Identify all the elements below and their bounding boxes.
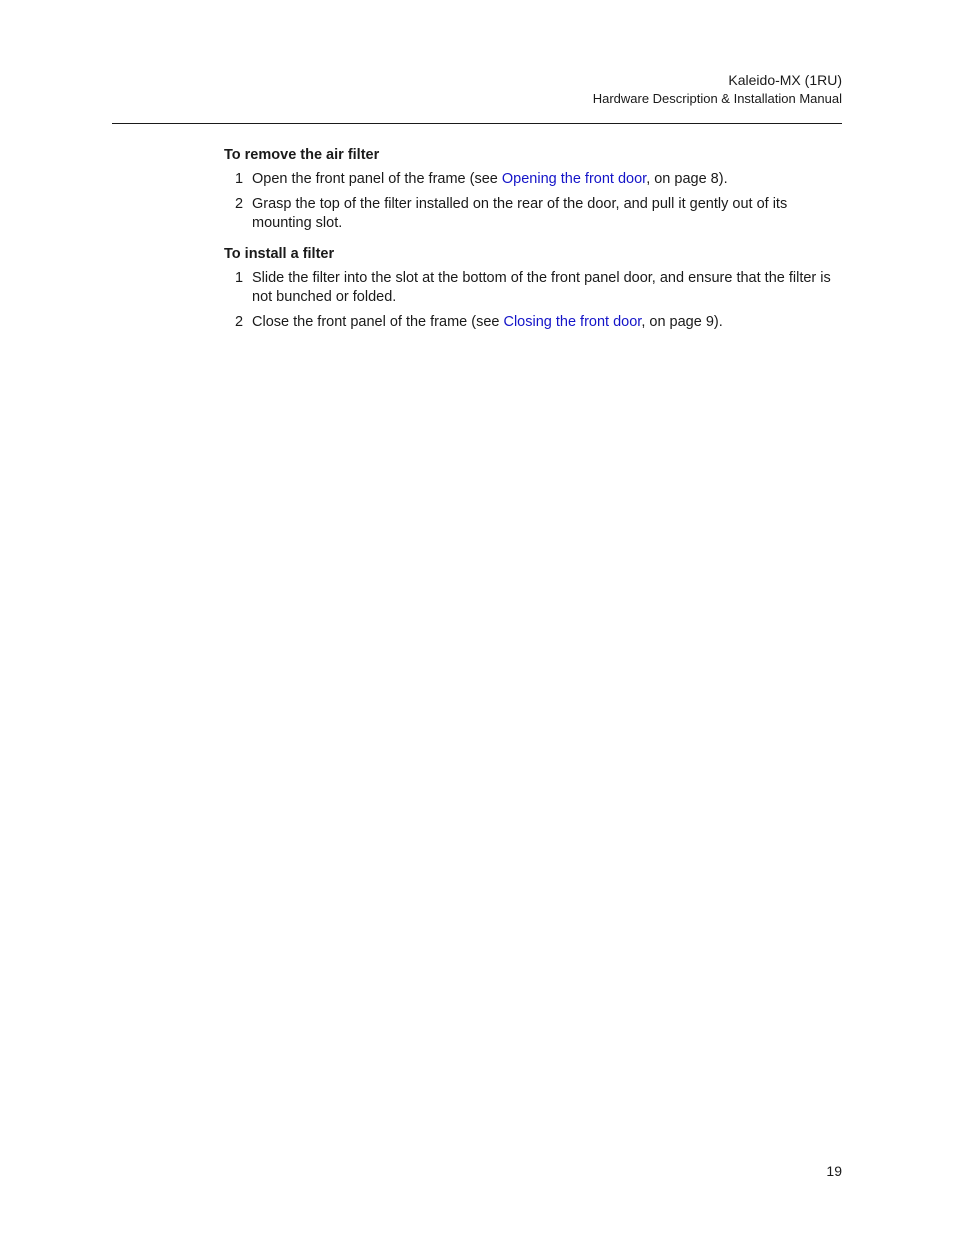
procedure-steps-install-filter xyxy=(224,269,844,333)
step-item xyxy=(224,313,844,333)
page-number: 19 xyxy=(826,1163,842,1179)
main-content xyxy=(224,145,844,342)
link-closing-front-door[interactable]: Closing the front door xyxy=(503,313,642,330)
step-text: Grasp the top of the filter installed on the rear of the door, and pull it gently out of its mounting slot. xyxy=(252,195,788,231)
step-number: 2 xyxy=(235,313,244,330)
link-opening-front-door[interactable]: Opening the front door xyxy=(501,171,647,187)
procedure-title-install-filter: To install a filter xyxy=(224,245,335,262)
step-number: 1 xyxy=(235,269,244,286)
step-number: 2 xyxy=(235,195,244,212)
header-manual-title: Hardware Description & Installation Manual xyxy=(592,91,842,106)
step-item xyxy=(224,170,844,190)
procedure-steps-remove-filter xyxy=(224,170,844,234)
header-divider xyxy=(112,123,842,124)
step-item xyxy=(224,269,844,308)
step-text: Slide the filter into the slot at the bottom of the front panel door, and ensure that the filter is not bunched or folded. xyxy=(252,269,831,305)
running-header xyxy=(593,70,842,108)
step-text: Open the front panel of the frame (see xyxy=(252,171,502,187)
step-item xyxy=(224,195,844,234)
step-text: Close the front panel of the frame (see xyxy=(252,313,504,330)
header-product-title: Kaleido-MX (1RU) xyxy=(728,72,842,88)
step-number: 1 xyxy=(235,171,244,187)
procedure-title-remove-filter: To remove the air filter xyxy=(224,147,380,163)
step-text: , on page 8). xyxy=(646,171,728,187)
step-text: , on page 9). xyxy=(641,313,723,330)
